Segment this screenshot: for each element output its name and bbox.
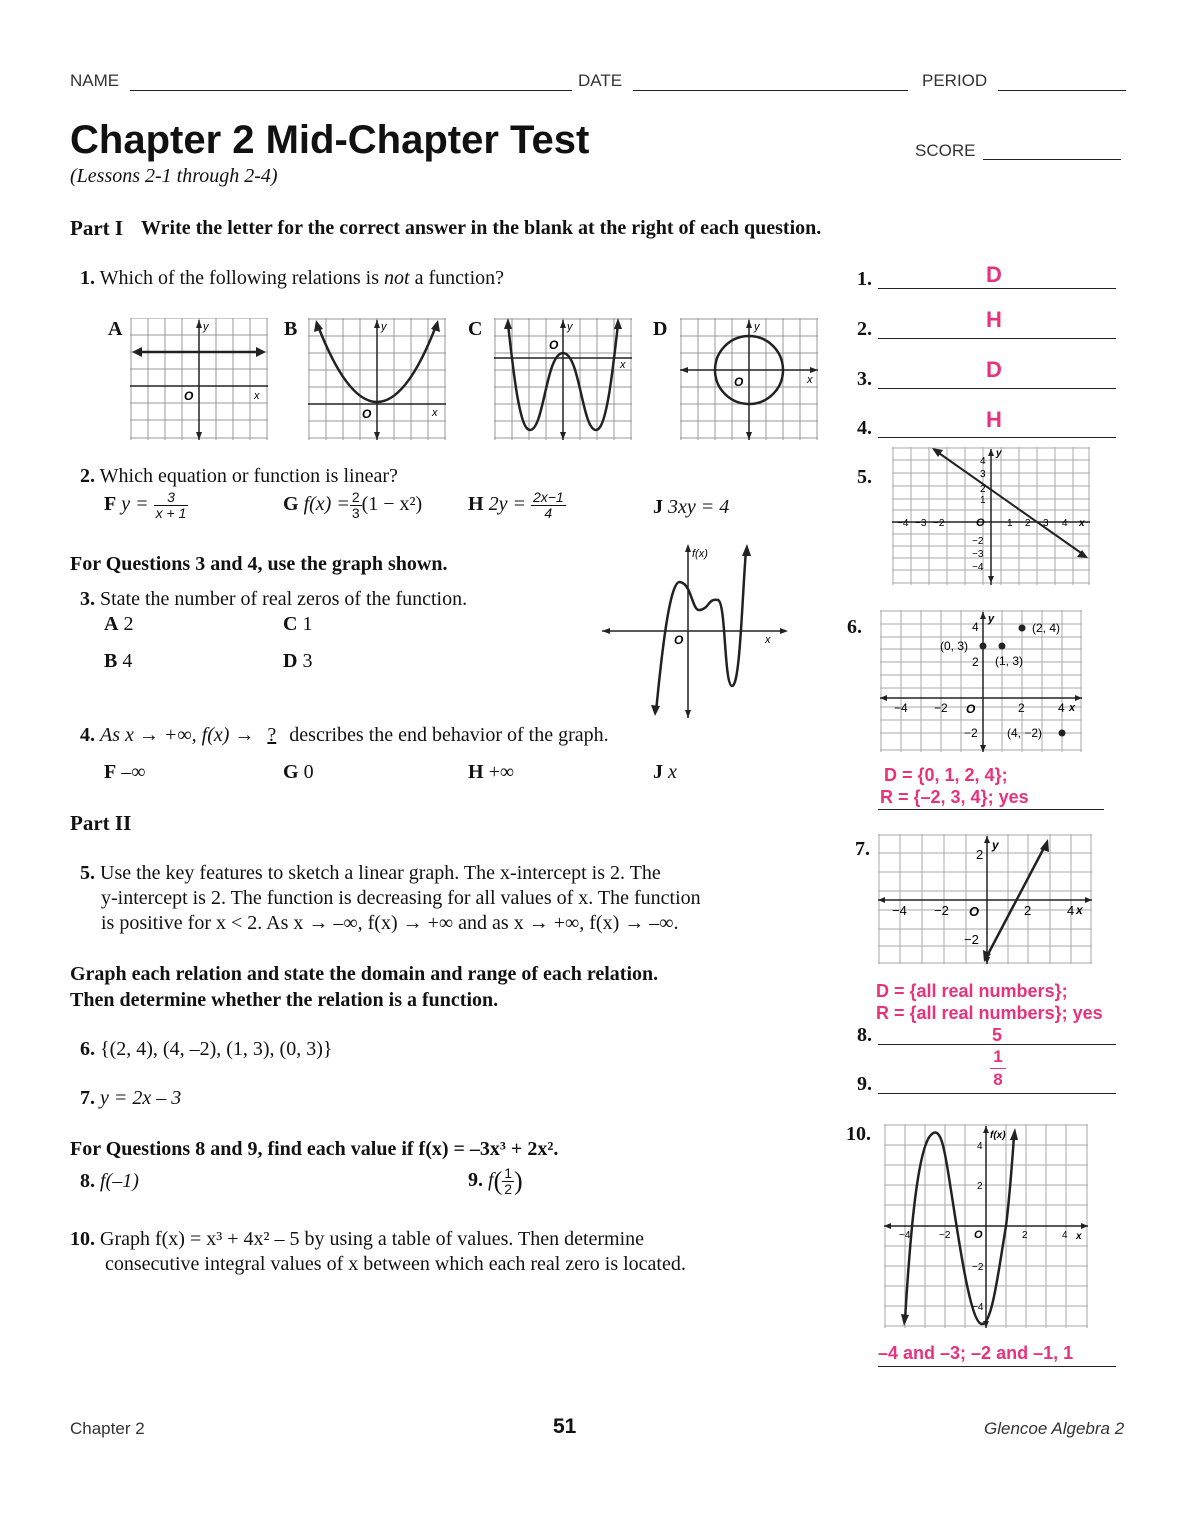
a7-x-label: x xyxy=(1076,903,1083,917)
q89-header: For Questions 8 and 9, find each value if f(x) = –3x³ + 2x². xyxy=(70,1138,559,1160)
a6-point-label-1-3: (1, 3) xyxy=(995,654,1024,668)
footer-page-number: 51 xyxy=(553,1415,577,1438)
q8-text xyxy=(80,1170,139,1193)
q1a-y-label: y xyxy=(203,321,209,333)
page-title: Chapter 2 Mid-Chapter Test xyxy=(70,118,590,162)
q3-option-d xyxy=(283,650,312,673)
q6-number: 6. xyxy=(80,1038,95,1060)
answer-7-line2: R = {all real numbers}; yes xyxy=(876,1003,1103,1023)
name-field[interactable] xyxy=(130,90,572,91)
q1-option-d-label: D xyxy=(653,318,668,340)
answer-10-graph xyxy=(884,1124,1088,1328)
q3-number: 3. xyxy=(80,588,95,610)
answer-10: –4 and –3; –2 and –1, 1 xyxy=(878,1343,1074,1363)
q3-question: State the number of real zeros of the function. xyxy=(100,588,468,610)
q6-relation: {(2, 4), (4, –2), (1, 3), (0, 3)} xyxy=(100,1038,333,1060)
q4-text-b: describes the end behavior of the graph. xyxy=(289,724,609,746)
score-field[interactable] xyxy=(983,159,1121,160)
q1-text-a: Which of the following relations is xyxy=(99,267,380,289)
q1c-origin: O xyxy=(549,338,559,352)
part2-label: Part II xyxy=(70,811,132,835)
q2-h-denominator: 4 xyxy=(544,505,553,521)
a6-tick-y2: 2 xyxy=(972,655,979,669)
q1d-x-label: x xyxy=(807,374,813,386)
a10-tick-y4: 4 xyxy=(977,1141,983,1152)
q3-a-label: A xyxy=(104,613,119,635)
answer-6-line1: D = {0, 1, 2, 4}; xyxy=(884,765,1008,785)
q2-g-label: G xyxy=(283,493,299,516)
q9-expression: f xyxy=(488,1169,494,1192)
answer-6-graph xyxy=(880,610,1082,752)
q3-option-a xyxy=(104,613,133,636)
q1-graph-c xyxy=(494,318,632,440)
q2-f-label: F xyxy=(104,493,117,516)
q1b-y-label: y xyxy=(381,321,387,333)
period-label: PERIOD xyxy=(922,71,988,90)
q1c-x-label: x xyxy=(620,359,626,371)
answer-9-number: 9. xyxy=(857,1073,872,1095)
answer-2: H xyxy=(986,307,1002,332)
a5-tick-y2: 2 xyxy=(980,484,986,495)
q9-denominator: 2 xyxy=(504,1181,513,1197)
a5-tick-x3: 3 xyxy=(1043,518,1049,529)
q5-line2: y-intercept is 2. The function is decreasing for all values of x. The function xyxy=(101,887,701,909)
q1c-y-label: y xyxy=(567,321,573,333)
q1-option-c-label: C xyxy=(468,318,483,340)
q3-d-label: D xyxy=(283,650,298,672)
graph-header-line1: Graph each relation and state the domain and range of each relation. xyxy=(70,963,659,985)
a5-y-label: y xyxy=(996,448,1002,459)
q7-text xyxy=(80,1087,181,1110)
answer-3-blank[interactable] xyxy=(878,388,1116,389)
a10-tick-x2: 2 xyxy=(1022,1230,1028,1241)
a6-tick-x-neg2: −2 xyxy=(934,701,948,715)
q2-g-lhs: f(x) = xyxy=(303,493,350,516)
q2-option-j xyxy=(653,496,729,519)
answer-9-blank[interactable] xyxy=(878,1093,1116,1094)
q7-number: 7. xyxy=(80,1087,95,1109)
a10-tick-x4: 4 xyxy=(1062,1230,1068,1241)
q1-graph-b xyxy=(308,318,446,440)
a10-tick-x-neg4: −4 xyxy=(899,1230,911,1241)
answer-6-blank[interactable] xyxy=(878,809,1104,810)
q2-option-g xyxy=(283,490,422,521)
answer-5-number: 5. xyxy=(857,466,872,488)
q1-option-a-label: A xyxy=(108,318,123,340)
q34-header: For Questions 3 and 4, use the graph shown. xyxy=(70,553,448,575)
q10-line2: consecutive integral values of x between which each real zero is located. xyxy=(105,1253,686,1275)
part1-instruction: Write the letter for the correct answer in the blank at the right of each question. xyxy=(141,217,822,239)
answer-3-number: 3. xyxy=(857,368,872,390)
q1d-origin: O xyxy=(734,375,744,389)
q2-f-numerator: 3 xyxy=(154,490,189,506)
q2-g-rest: (1 − x²) xyxy=(361,493,423,516)
q4-option-f xyxy=(104,761,145,784)
answer-2-blank[interactable] xyxy=(878,338,1116,339)
a5-origin: O xyxy=(976,517,985,529)
period-field[interactable] xyxy=(998,90,1126,91)
q5-line3: is positive for x < 2. As x → –∞, f(x) → +∞ and as x → +∞, f(x) → –∞. xyxy=(101,912,679,934)
a6-y-label: y xyxy=(988,613,995,625)
q4-text-a: As x → +∞, f(x) → xyxy=(100,724,255,746)
q1-text-em: not xyxy=(384,267,410,289)
a10-tick-x-neg2: −2 xyxy=(939,1230,951,1241)
q2-h-numerator: 2x−1 xyxy=(532,489,564,505)
a5-tick-x-neg3: −3 xyxy=(915,518,927,529)
q8-expression: f(–1) xyxy=(100,1170,139,1192)
answer-3: D xyxy=(986,357,1002,382)
q6-text xyxy=(80,1038,332,1061)
answer-1: D xyxy=(986,262,1002,287)
a10-tick-y-neg4: −4 xyxy=(972,1302,984,1313)
q4-number: 4. xyxy=(80,724,95,746)
q4-g-value: 0 xyxy=(303,761,314,783)
a5-tick-y4: 4 xyxy=(980,456,986,467)
answer-10-number: 10. xyxy=(846,1123,871,1145)
a7-tick-y-neg2: −2 xyxy=(964,932,979,947)
q2-g-numerator: 2 xyxy=(351,489,360,505)
q2-g-denominator: 3 xyxy=(351,505,360,521)
q2-number: 2. xyxy=(80,465,95,487)
answer-7-graph xyxy=(878,834,1092,964)
a10-tick-y2: 2 xyxy=(977,1181,983,1192)
q4-h-label: H xyxy=(468,761,484,783)
answer-9 xyxy=(990,1046,1006,1091)
a5-tick-y-neg4: −4 xyxy=(972,562,984,573)
q2-option-f xyxy=(104,490,188,521)
q4-f-value: –∞ xyxy=(121,761,146,783)
q1a-x-label: x xyxy=(254,390,260,402)
a5-tick-x1: 1 xyxy=(1007,518,1013,529)
a5-tick-x-neg4: −4 xyxy=(897,518,909,529)
answer-1-blank[interactable] xyxy=(878,288,1116,289)
answer-1-number: 1. xyxy=(857,268,872,290)
q10-text-1: Graph f(x) = x³ + 4x² – 5 by using a table of values. Then determine xyxy=(100,1228,645,1250)
q4-f-label: F xyxy=(104,761,117,783)
a6-origin: O xyxy=(966,702,976,716)
q8-number: 8. xyxy=(80,1170,95,1192)
q2-j-text: 3xy = 4 xyxy=(668,496,730,518)
footer-book-title: Glencoe Algebra 2 xyxy=(984,1419,1125,1438)
a6-tick-x-neg4: −4 xyxy=(894,701,908,715)
q1-graph-d xyxy=(680,318,818,440)
a6-point-label-4-neg2: (4, −2) xyxy=(1007,726,1043,740)
q3-b-label: B xyxy=(104,650,118,672)
a6-x-label: x xyxy=(1069,702,1076,714)
a10-tick-y-neg2: −2 xyxy=(972,1262,984,1273)
q4-option-j xyxy=(653,761,677,784)
a5-tick-x4: 4 xyxy=(1062,518,1068,529)
a7-tick-y2: 2 xyxy=(976,847,984,862)
a7-tick-x-neg4: −4 xyxy=(892,903,907,918)
a7-origin: O xyxy=(969,904,980,919)
a5-x-label: x xyxy=(1079,518,1085,529)
q4-blank: ? xyxy=(267,724,277,746)
part1-label: Part I xyxy=(70,216,124,240)
q3-option-c xyxy=(283,613,312,636)
q3-text xyxy=(80,588,467,611)
a7-tick-x2: 2 xyxy=(1024,903,1032,918)
score-label: SCORE xyxy=(915,141,976,160)
q2-option-h xyxy=(468,490,566,521)
q4-j-label: J xyxy=(653,761,663,783)
q4-option-h xyxy=(468,761,514,784)
graph-header-line2: Then determine whether the relation is a function. xyxy=(70,989,499,1011)
q7-equation: y = 2x – 3 xyxy=(100,1087,182,1109)
q9-numerator: 1 xyxy=(504,1165,513,1181)
page-subtitle: (Lessons 2-1 through 2-4) xyxy=(70,165,278,187)
q2-text xyxy=(80,465,398,488)
a10-origin: O xyxy=(974,1229,983,1241)
a7-y-label: y xyxy=(992,838,999,852)
a5-tick-x2: 2 xyxy=(1025,518,1031,529)
q34-graph xyxy=(600,540,790,720)
q3-option-b xyxy=(104,650,132,673)
footer-chapter: Chapter 2 xyxy=(70,1419,145,1438)
a6-point-label-0-3: (0, 3) xyxy=(940,639,969,653)
a6-tick-x4: 4 xyxy=(1058,701,1065,715)
q1b-origin: O xyxy=(362,407,372,421)
q34-fx-label: f(x) xyxy=(692,548,708,560)
date-label: DATE xyxy=(578,71,623,90)
answer-9-numerator: 1 xyxy=(990,1046,1006,1069)
date-field[interactable] xyxy=(633,90,908,91)
answer-6-number: 6. xyxy=(847,616,862,638)
answer-7-line1: D = {all real numbers}; xyxy=(876,981,1068,1001)
a7-tick-x4: 4 xyxy=(1067,903,1075,918)
q4-text xyxy=(80,724,609,747)
answer-6-line2: R = {–2, 3, 4}; yes xyxy=(880,787,1029,807)
q3-c-value: 1 xyxy=(302,613,313,635)
q1-text xyxy=(80,267,504,290)
answer-2-number: 2. xyxy=(857,318,872,340)
answer-4-number: 4. xyxy=(857,417,872,439)
a5-tick-y1: 1 xyxy=(980,495,986,506)
q1-option-b-label: B xyxy=(284,318,298,340)
q1-number: 1. xyxy=(80,267,95,289)
q4-j-value: x xyxy=(668,761,677,783)
q1a-origin: O xyxy=(184,389,194,403)
q1b-x-label: x xyxy=(432,407,438,419)
a10-x-label: x xyxy=(1076,1231,1082,1242)
answer-8-number: 8. xyxy=(857,1024,872,1046)
q5-number: 5. xyxy=(80,862,95,884)
q10-line1 xyxy=(70,1228,644,1251)
q3-c-label: C xyxy=(283,613,298,635)
q34-x-label: x xyxy=(765,634,771,646)
answer-4-blank[interactable] xyxy=(878,437,1116,438)
q3-d-value: 3 xyxy=(302,650,313,672)
a6-point-label-2-4: (2, 4) xyxy=(1032,621,1061,635)
q5-line1 xyxy=(80,862,661,885)
q9-text: 9. f( $\frac{1}{2}$ ) xyxy=(468,1165,523,1197)
q4-h-value: +∞ xyxy=(488,761,515,783)
q2-question: Which equation or function is linear? xyxy=(99,465,398,487)
q4-g-label: G xyxy=(283,761,299,783)
q2-f-denominator: x + 1 xyxy=(155,505,187,521)
q3-a-value: 2 xyxy=(123,613,134,635)
answer-5-graph xyxy=(892,447,1090,585)
answer-10-blank[interactable] xyxy=(878,1366,1116,1367)
name-label: NAME xyxy=(70,71,120,90)
answer-9-denominator: 8 xyxy=(993,1070,1003,1089)
q2-j-label: J xyxy=(653,496,663,518)
a6-tick-x2: 2 xyxy=(1018,701,1025,715)
a10-fx-label: f(x) xyxy=(990,1130,1006,1141)
a5-tick-y3: 3 xyxy=(980,469,986,480)
q10-number: 10. xyxy=(70,1228,95,1250)
q4-option-g xyxy=(283,761,314,784)
a6-tick-y-neg2: −2 xyxy=(964,726,978,740)
q5-text-1: Use the key features to sketch a linear graph. The x-intercept is 2. The xyxy=(100,862,661,884)
a5-tick-x-neg2: −2 xyxy=(933,518,945,529)
q1-text-b: a function? xyxy=(414,267,504,289)
a5-tick-y-neg2: −2 xyxy=(972,536,984,547)
q2-f-lhs: y = xyxy=(121,493,149,516)
q34-origin: O xyxy=(674,633,684,647)
answer-7-number: 7. xyxy=(855,838,870,860)
q9-number: 9. xyxy=(468,1169,483,1192)
a7-tick-x-neg2: −2 xyxy=(934,903,949,918)
q2-h-lhs: 2y = xyxy=(488,493,526,516)
a6-tick-y4: 4 xyxy=(972,620,979,634)
q2-h-label: H xyxy=(468,493,484,516)
answer-4: H xyxy=(986,407,1002,432)
q3-b-value: 4 xyxy=(122,650,133,672)
q1-graph-a xyxy=(130,318,268,440)
answer-8: 5 xyxy=(992,1025,1003,1045)
a5-tick-y-neg3: −3 xyxy=(972,549,984,560)
q1d-y-label: y xyxy=(754,321,760,333)
